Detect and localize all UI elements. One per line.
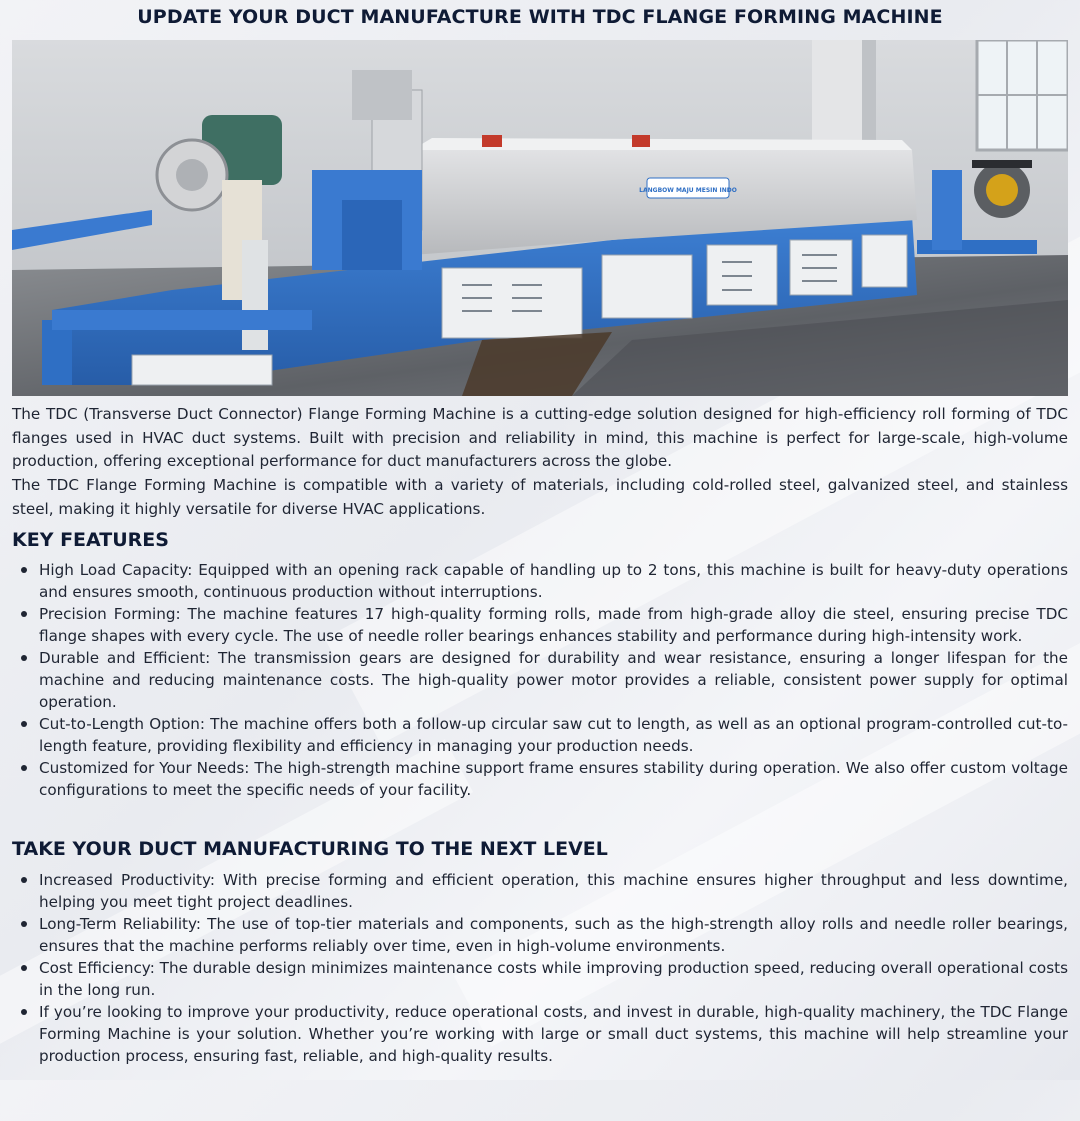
list-item-text: Customized for Your Needs: The high-strength machine support frame ensures stability during operation. We also offer custom voltage configurations to meet the specific needs of your facility.: [39, 759, 1068, 799]
list-item-text: High Load Capacity: Equipped with an opening rack capable of handling up to 2 tons, this machine is built for heavy-duty operations and ensures smooth, continuous production without interruptions.: [39, 561, 1068, 601]
machine-photo: [12, 40, 1068, 396]
intro-paragraph: The TDC (Transverse Duct Connector) Flange Forming Machine is a cutting-edge solution designed for high-efficiency roll forming of TDC flanges used in HVAC duct systems. Built with precision and reliability in mind, this machine is perfect for large-scale, high-volume production, offering exceptional performance for duct manufacturers across the globe.: [12, 405, 1068, 470]
list-item-text: Precision Forming: The machine features 17 high-quality forming rolls, made from high-grade alloy die steel, ensuring precise TDC flange shapes with every cycle. The use of needle roller bearings enhances stability and performance during high-intensity work.: [39, 605, 1068, 645]
emergency-stop: [482, 135, 502, 147]
intro-paragraph: The TDC Flange Forming Machine is compatible with a variety of materials, including cold-rolled steel, galvanized steel, and stainless steel, making it highly versatile for diverse HVAC applications.: [12, 476, 1068, 518]
bullet-icon: [21, 1009, 27, 1015]
emergency-stop: [632, 135, 650, 147]
bullet-icon: [21, 655, 27, 661]
list-item-text: Cut-to-Length Option: The machine offers both a follow-up circular saw cut to length, as well as an optional program-controlled cut-to-length feature, providing flexibility and efficiency in managing your production needs.: [39, 715, 1068, 755]
list-item-text: Durable and Efficient: The transmission gears are designed for durability and wear resistance, ensuring a longer lifespan for the machine and reducing maintenance costs. The high-quality power motor provides a reliable, consistent power supply for optimal operation.: [39, 649, 1068, 711]
list-item: [12, 757, 1068, 801]
bullet-icon: [21, 921, 27, 927]
bullet-icon: [21, 611, 27, 617]
bullet-icon: [21, 965, 27, 971]
key-features-heading: KEY FEATURES: [12, 529, 169, 551]
bullet-icon: [21, 567, 27, 573]
list-item-text: Long-Term Reliability: The use of top-tier materials and components, such as the high-strength alloy rolls and needle roller bearings, ensures that the machine performs reliably over time, even in high-volume environments.: [39, 915, 1068, 955]
list-item: [12, 913, 1068, 957]
machine-illustration: [12, 40, 1068, 396]
bullet-icon: [21, 765, 27, 771]
bullet-icon: [21, 721, 27, 727]
next-level-list: [12, 869, 1068, 1067]
list-item: [12, 603, 1068, 647]
next-level-heading: TAKE YOUR DUCT MANUFACTURING TO THE NEXT LEVEL: [12, 838, 608, 860]
list-item-text: If you’re looking to improve your productivity, reduce operational costs, and invest in durable, high-quality machinery, the TDC Flange Forming Machine is your solution. Whether you’re working with large or small duct systems, this machine will help streamline your production process, ensuring fast, reliable, and high-quality results.: [39, 1003, 1068, 1065]
list-item: [12, 1001, 1068, 1067]
brand-logo-text: LANGBOW MAJU MESIN INDO: [639, 187, 737, 194]
list-item-text: Cost Efficiency: The durable design minimizes maintenance costs while improving production speed, reducing overall operational costs in the long run.: [39, 959, 1068, 999]
list-item: [12, 713, 1068, 757]
list-item: [12, 559, 1068, 603]
list-item: [12, 957, 1068, 1001]
list-item-text: Increased Productivity: With precise forming and efficient operation, this machine ensures higher throughput and less downtime, helping you meet tight project deadlines.: [39, 871, 1068, 911]
list-item: [12, 869, 1068, 913]
list-item: [12, 647, 1068, 713]
bullet-icon: [21, 877, 27, 883]
page-title: UPDATE YOUR DUCT MANUFACTURE WITH TDC FLANGE FORMING MACHINE: [137, 6, 943, 28]
key-features-list: [12, 559, 1068, 801]
